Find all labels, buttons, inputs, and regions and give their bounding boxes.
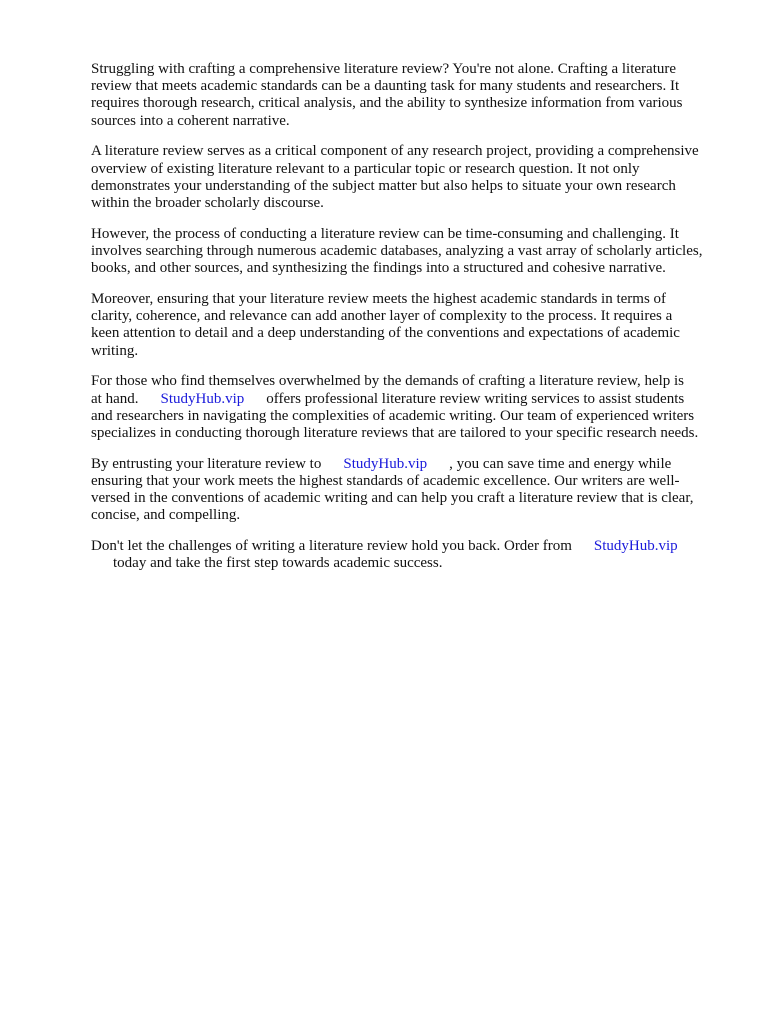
text-line: ensuring that your work meets the highest standards of academic excellence. Our writers are well- [91, 473, 680, 490]
text-line: versed in the conventions of academic writing and can help you craft a literature review that is clear, [91, 490, 694, 507]
text-line: within the broader scholarly discourse. [91, 195, 324, 212]
text-line [91, 391, 731, 408]
text-line: involves searching through numerous academic databases, analyzing a vast array of scholarly articles, [91, 243, 703, 260]
text-line: However, the process of conducting a literature review can be time-consuming and challenging. It [91, 225, 679, 242]
text-line: Moreover, ensuring that your literature review meets the highest academic standards in terms of [91, 291, 667, 308]
paragraph-definition [91, 143, 731, 212]
text-segment: Don't let the challenges of writing a literature review hold you back. Order from [91, 538, 572, 555]
paragraph-standards [91, 291, 731, 360]
text-line [91, 456, 731, 473]
text-line: overview of existing literature relevant to a particular topic or research question. It not only [91, 160, 640, 177]
text-segment: at hand. [91, 390, 139, 407]
document-page [91, 61, 731, 586]
studyhub-link[interactable]: StudyHub.vip [160, 390, 245, 407]
studyhub-link[interactable]: StudyHub.vip [593, 538, 678, 555]
text-line: clarity, coherence, and relevance can add another layer of complexity to the process. It requires a [91, 308, 673, 325]
paragraph-entrust [91, 456, 731, 525]
text-line: specializes in conducting thorough literature reviews that are tailored to your specific research needs. [91, 425, 699, 442]
text-line: today and take the first step towards academic success. [113, 555, 443, 572]
text-line: and researchers in navigating the complexities of academic writing. Our team of experienced writers [91, 407, 695, 424]
paragraph-help [91, 373, 731, 442]
text-line: Struggling with crafting a comprehensive literature review? You're not alone. Crafting a literature [91, 61, 677, 77]
text-line: requires thorough research, critical analysis, and the ability to synthesize information from various [91, 95, 683, 112]
studyhub-link[interactable]: StudyHub.vip [343, 455, 428, 472]
text-line: review that meets academic standards can be a daunting task for many students and researchers. It [91, 78, 680, 95]
text-segment: By entrusting your literature review to [91, 455, 322, 472]
text-line: writing. [91, 342, 139, 359]
text-segment: , you can save time and energy while [449, 455, 672, 472]
text-line: sources into a coherent narrative. [91, 112, 290, 129]
paragraph-intro [91, 61, 731, 130]
paragraph-call-to-action [91, 538, 731, 572]
text-line: concise, and compelling. [91, 507, 241, 524]
text-line: A literature review serves as a critical component of any research project, providing a comprehensive [91, 143, 699, 160]
text-line [91, 538, 731, 555]
paragraph-process [91, 226, 731, 278]
text-line: keen attention to detail and a deep understanding of the conventions and expectations of academic [91, 325, 680, 342]
text-line: For those who find themselves overwhelmed by the demands of crafting a literature review, help is [91, 373, 685, 390]
text-line: books, and other sources, and synthesizing the findings into a structured and cohesive narrative. [91, 260, 666, 277]
text-line: demonstrates your understanding of the subject matter but also helps to situate your own research [91, 177, 676, 194]
text-segment: offers professional literature review writing services to assist students [266, 390, 685, 407]
